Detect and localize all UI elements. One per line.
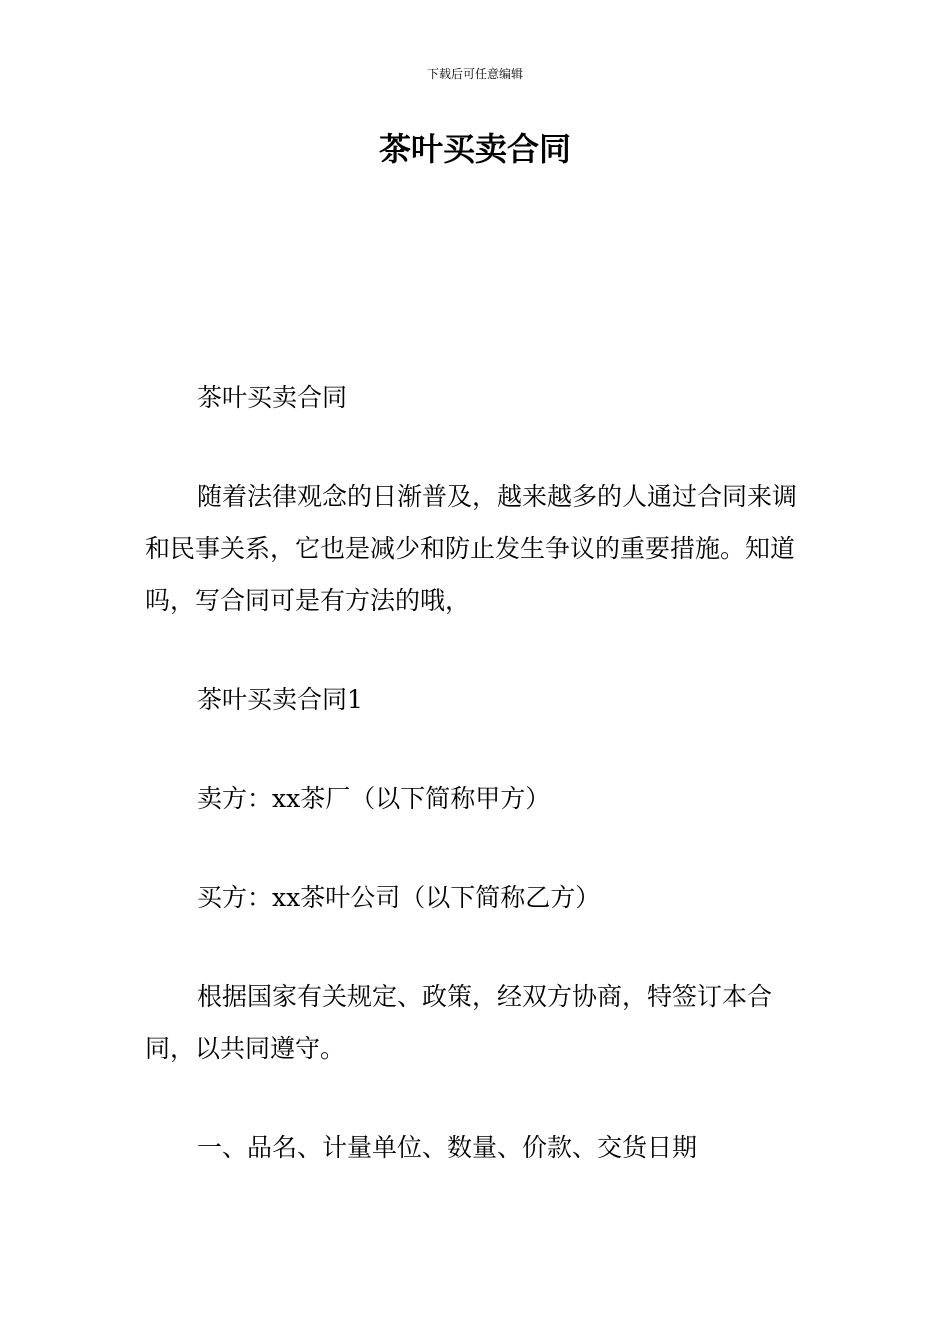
paragraph-basis: 根据国家有关规定、政策，经双方协商，特签订本合同，以共同遵守。 bbox=[145, 982, 773, 1063]
paragraph-buyer: 买方：xx茶叶公司（以下简称乙方） bbox=[197, 883, 601, 912]
document-title: 茶叶买卖合同 bbox=[378, 130, 571, 168]
paragraph-seller: 卖方：xx茶厂（以下简称甲方） bbox=[197, 784, 551, 813]
paragraph-section-one: 一、品名、计量单位、数量、价款、交货日期 bbox=[197, 1133, 698, 1162]
paragraph-contract-heading: 茶叶买卖合同1 bbox=[197, 685, 363, 714]
document-body bbox=[145, 372, 810, 1221]
paragraph-subtitle: 茶叶买卖合同 bbox=[197, 383, 348, 412]
paragraph-intro: 随着法律观念的日渐普及，越来越多的人通过合同来调和民事关系，它也是减少和防止发生争议的重要措施。知道吗，写合同可是有方法的哦， bbox=[145, 482, 798, 615]
header-note: 下载后可任意编辑 bbox=[426, 67, 523, 81]
